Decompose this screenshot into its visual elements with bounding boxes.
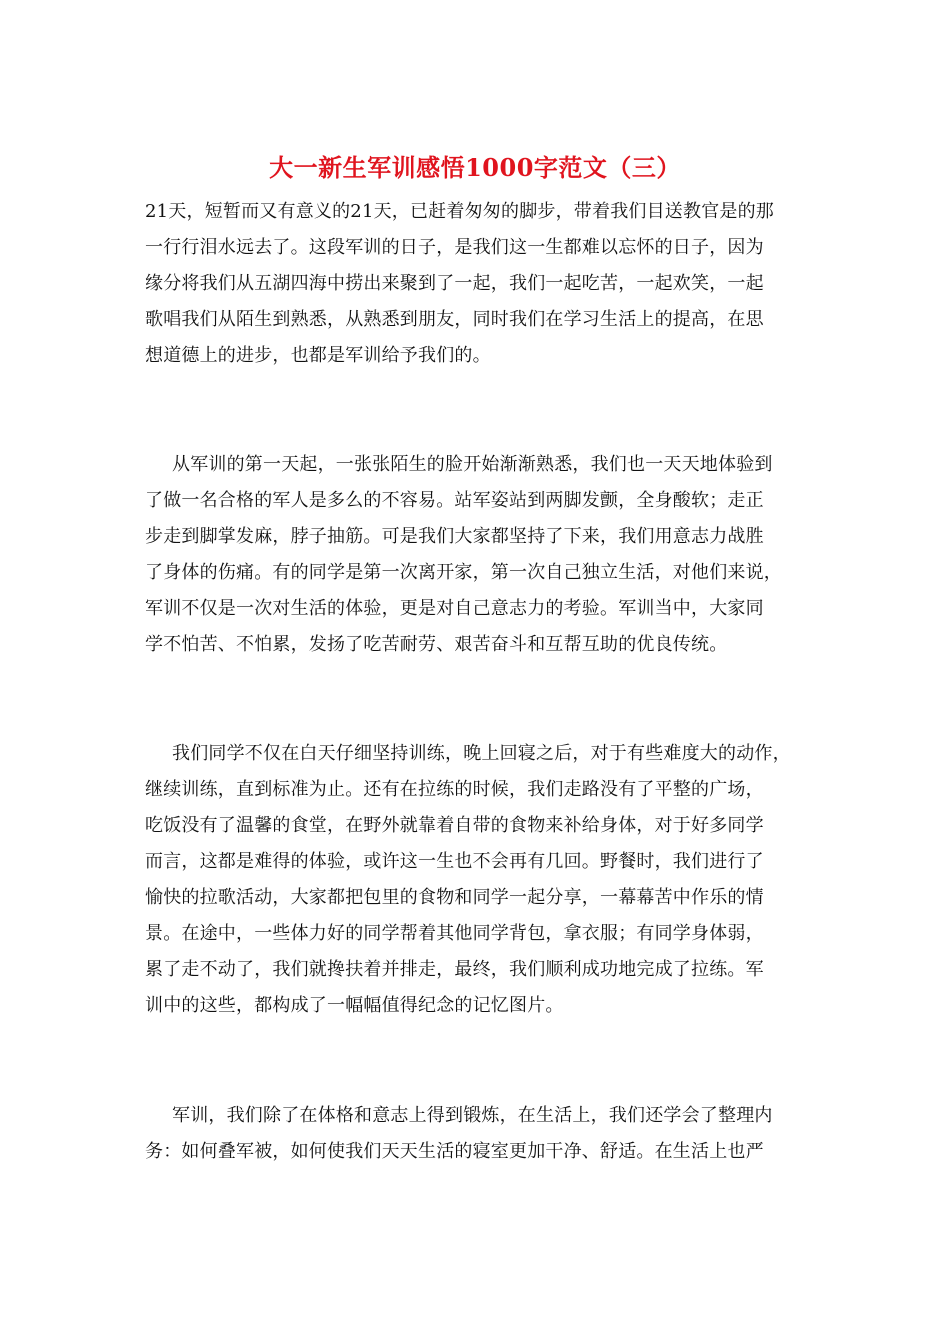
paragraph-line: 想道德上的进步，也都是军训给予我们的。 <box>145 345 491 366</box>
paragraph-line: 军训，我们除了在体格和意志上得到锻炼，在生活上，我们还学会了整理内 <box>172 1105 773 1126</box>
paragraph-line: 吃饭没有了温馨的食堂，在野外就靠着自带的食物来补给身体，对于好多同学 <box>145 815 764 836</box>
paragraph-line: 缘分将我们从五湖四海中捞出来聚到了一起，我们一起吃苦，一起欢笑，一起 <box>145 273 764 294</box>
paragraph-line: 继续训练，直到标准为止。还有在拉练的时候，我们走路没有了平整的广场， <box>145 779 764 800</box>
paragraph-line: 务：如何叠军被，如何使我们天天生活的寝室更加干净、舒适。在生活上也严 <box>145 1141 764 1162</box>
paragraph-line: 了身体的伤痛。有的同学是第一次离开家，第一次自己独立生活，对他们来说， <box>145 562 782 583</box>
paragraph-line: 军训不仅是一次对生活的体验，更是对自己意志力的考验。军训当中，大家同 <box>145 598 764 619</box>
paragraph-line: 累了走不动了，我们就搀扶着并排走，最终，我们顺利成功地完成了拉练。军 <box>145 959 764 980</box>
paragraph-line: 步走到脚掌发麻，脖子抽筋。可是我们大家都坚持了下来，我们用意志力战胜 <box>145 526 764 547</box>
paragraph-line: 景。在途中，一些体力好的同学帮着其他同学背包，拿衣服；有同学身体弱， <box>145 923 764 944</box>
paragraph-line: 歌唱我们从陌生到熟悉，从熟悉到朋友，同时我们在学习生活上的提高，在思 <box>145 309 764 330</box>
paragraph-line: 训中的这些，都构成了一幅幅值得纪念的记忆图片。 <box>145 995 564 1016</box>
paragraph-line: 而言，这都是难得的体验，或许这一生也不会再有几回。野餐时，我们进行了 <box>145 851 764 872</box>
paragraph-line: 一行行泪水远去了。这段军训的日子，是我们这一生都难以忘怀的日子，因为 <box>145 237 764 258</box>
paragraph-line: 我们同学不仅在白天仔细坚持训练，晚上回寝之后，对于有些难度大的动作， <box>172 743 791 764</box>
paragraph-line: 从军训的第一天起，一张张陌生的脸开始渐渐熟悉，我们也一天天地体验到 <box>172 454 773 475</box>
paragraph-line: 21天，短暂而又有意义的21天，已赶着匆匆的脚步，带着我们目送教官是的那 <box>145 201 775 222</box>
document-title: 大一新生军训感悟1000字范文（三） <box>269 153 681 182</box>
paragraph-line: 了做一名合格的军人是多么的不容易。站军姿站到两脚发颤，全身酸软；走正 <box>145 490 764 511</box>
paragraph-line: 学不怕苦、不怕累，发扬了吃苦耐劳、艰苦奋斗和互帮互助的优良传统。 <box>145 634 728 655</box>
paragraph-line: 愉快的拉歌活动，大家都把包里的食物和同学一起分享，一幕幕苦中作乐的情 <box>145 887 764 908</box>
